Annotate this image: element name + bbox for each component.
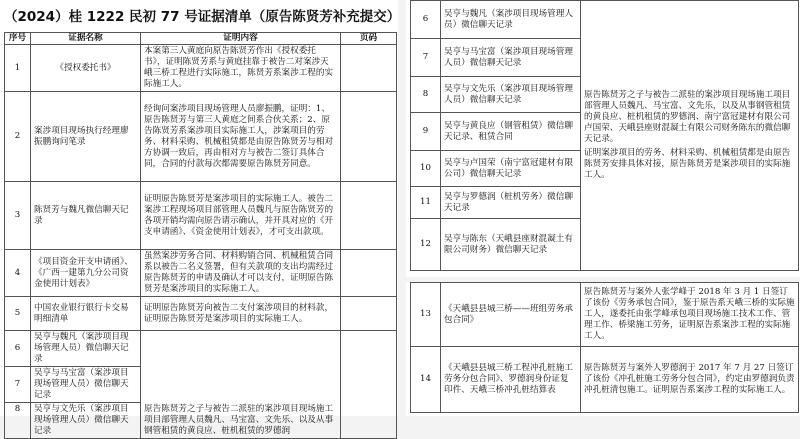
row-name: 吴亨与文先乐（案涉项目现场管理人员）微信聊天记录 (31, 403, 141, 439)
row-no: 7 (5, 367, 31, 403)
document-page-left (0, 0, 401, 436)
document-page-right-bottom (406, 282, 800, 416)
row-name: 吴亨与文先乐（案涉项目现场管理人员）微信聊天记录 (441, 77, 581, 113)
row-page (341, 297, 397, 331)
row-name: 吴亨与马宝富（案涉项目现场管理人员）微信聊天记录 (441, 39, 581, 77)
document-title: （2024）桂 1222 民初 77 号证据清单（原告陈贤芳补充提交） (4, 9, 401, 25)
merged-content-paragraph-1: 原告陈贤芳之子与被告二派驻的案涉项目现场施工项目部管理人员魏凡、马宝富、文先乐，以及从事钢管租赁的黄良应、桩机租赁的罗德润、南宁富冠建材有限公司卢国荣、天峨县座财混凝土有限公司财务陈东的微信聊天记录。 (584, 90, 791, 144)
row-name: 吴亨与陈东（天峨县座财混凝土有限公司财务）微信聊天记录 (441, 219, 581, 271)
row-no: 13 (411, 283, 441, 347)
table-row (5, 250, 397, 297)
row-content: 虽然案涉劳务合同、材料购销合同、机械租赁合同系以被告二名义签署，但有关款项的支出均需经过原告陈贤芳的申请及确认才可以支付，证明原告陈贤芳是案涉项目的实际施工人。 (141, 250, 341, 297)
row-name: 吴亨与魏凡（案涉项目现场管理人员）微信聊天记录 (441, 1, 581, 39)
header-content: 证明内容 (141, 33, 341, 45)
row-name: 陈贤芳与魏凡微信聊天记录 (31, 182, 141, 250)
evidence-table-right-top (410, 0, 799, 271)
row-no: 5 (5, 297, 31, 331)
row-no: 8 (5, 403, 31, 439)
row-name: 《天峨县县城三桥工程冲孔桩施工劳务分包合同》、罗德润身份证复印件、天峨三桥冲孔桩结算表 (441, 347, 581, 413)
row-name: 《授权委托书》 (31, 45, 141, 92)
row-no: 14 (411, 347, 441, 413)
row-no: 2 (5, 92, 31, 182)
row-name: 吴亨与黄良应（钢管租赁）微信聊天记录、租赁合同 (441, 113, 581, 151)
header-no: 序号 (5, 33, 31, 45)
row-no: 9 (411, 113, 441, 151)
row-no: 12 (411, 219, 441, 271)
row-no: 4 (5, 250, 31, 297)
row-page (341, 182, 397, 250)
row-name: 中国农业银行银行卡交易明细清单 (31, 297, 141, 331)
header-name: 证据名称 (31, 33, 141, 45)
row-name: 吴亨与马宝富（案涉项目现场管理人员）微信聊天记录 (31, 367, 141, 403)
table-row (5, 45, 397, 92)
row-no: 1 (5, 45, 31, 92)
row-page (341, 250, 397, 297)
table-row (5, 182, 397, 250)
row-no: 7 (411, 39, 441, 77)
row-no: 8 (411, 77, 441, 113)
header-page: 页码 (341, 33, 397, 45)
table-row (411, 283, 799, 347)
evidence-table-right-bottom (410, 282, 799, 413)
row-no: 6 (411, 1, 441, 39)
row-page (341, 45, 397, 92)
row-name: 吴亨与魏凡（案涉项目现场管理人员）微信聊天记录 (31, 331, 141, 367)
table-header-row (5, 33, 397, 45)
row-content: 原告陈贤芳与案外人罗德润于 2017 年 7 月 27 日签订了该份《冲孔桩施工劳务分包合同》，约定由罗德润负责冲孔桩清包施工。证明原告系案涉工程的实际施工人。 (581, 347, 799, 413)
row-content-merged (141, 331, 341, 439)
table-row (411, 347, 799, 413)
merged-content-partial: 原告陈贤芳之子与被告二派驻的案涉项目现场施工项目部管理人员魏凡、马宝富、文先乐、以及从事钢管租赁的黄良应、桩机租赁的罗德润 (144, 404, 334, 436)
row-content: 证明原告陈贤芳是案涉项目的实际施工人。被告二案涉工程现场项目部管理人员魏凡与原告陈贤芳的各项开销均需向原告请示确认，并开具对应的《开支申请函》、《资金使用计划表》，才可支出款项。 (141, 182, 341, 250)
row-no: 11 (411, 187, 441, 219)
table-row (5, 331, 397, 367)
row-content-merged (581, 1, 799, 271)
row-name: 《项目资金开支申请函》、《广西一建第九分公司资金使用计划表》 (31, 250, 141, 297)
row-no: 3 (5, 182, 31, 250)
row-page (341, 92, 397, 182)
merged-content-paragraph-2: 证明案涉项目的劳务、材料采购、机械租赁都是由原告陈贤芳安排具体对接，原告陈贤芳是案涉项目的实际施工人。 (584, 148, 791, 180)
row-name: 案涉项目现场执行经理廖振鹏询问笔录 (31, 92, 141, 182)
row-content: 原告陈贤芳与案外人张学峰于 2018 年 3 月 1 日签订了该份《劳务承包合同》，鉴于原告系天峨三桥的实际施工人，遂委托由张学峰承包项目现场施工技术工作、管理工作、桥梁施工劳务，证明原告系案涉工程的实际施工人。 (581, 283, 799, 347)
table-row (411, 1, 799, 39)
row-name: 吴亨与卢国荣（南宁富冠建材有限公司）微信聊天记录 (441, 151, 581, 187)
row-content: 本案第三人黄庭向原告陈贤芳作出《授权委托书》，证明陈贤芳系与黄庭挂靠于被告二对案涉天峨三桥工程进行实际施工，陈贤芳系案涉工程的实际施工人。 (141, 45, 341, 92)
row-content: 经询问案涉项目现场管理人员廖振鹏，证明：1、原告陈贤芳与第三人黄庭之间系合伙关系；2、原告陈贤芳系案涉项目实际施工人，涉案项目的劳务、材料采购、机械租赁都是由原告陈贤芳与相对方协调一致后，再由相对方与被告二签订具体合同，合同的付款每次都需要原告陈贤芳同意。 (141, 92, 341, 182)
table-row (5, 92, 397, 182)
row-name: 《天峨县县城三桥——班组劳务承包合同》 (441, 283, 581, 347)
row-name: 吴亨与罗德润（桩机劳务）微信聊天记录 (441, 187, 581, 219)
row-no: 6 (5, 331, 31, 367)
evidence-table-left (4, 32, 397, 439)
row-page (341, 331, 397, 439)
row-no: 10 (411, 151, 441, 187)
document-page-right-top (406, 0, 800, 277)
table-row (5, 297, 397, 331)
row-content: 证明原告陈贤芳向被告二支付案涉项目的材料款，证明原告陈贤芳是案涉项目的实际施工人。 (141, 297, 341, 331)
